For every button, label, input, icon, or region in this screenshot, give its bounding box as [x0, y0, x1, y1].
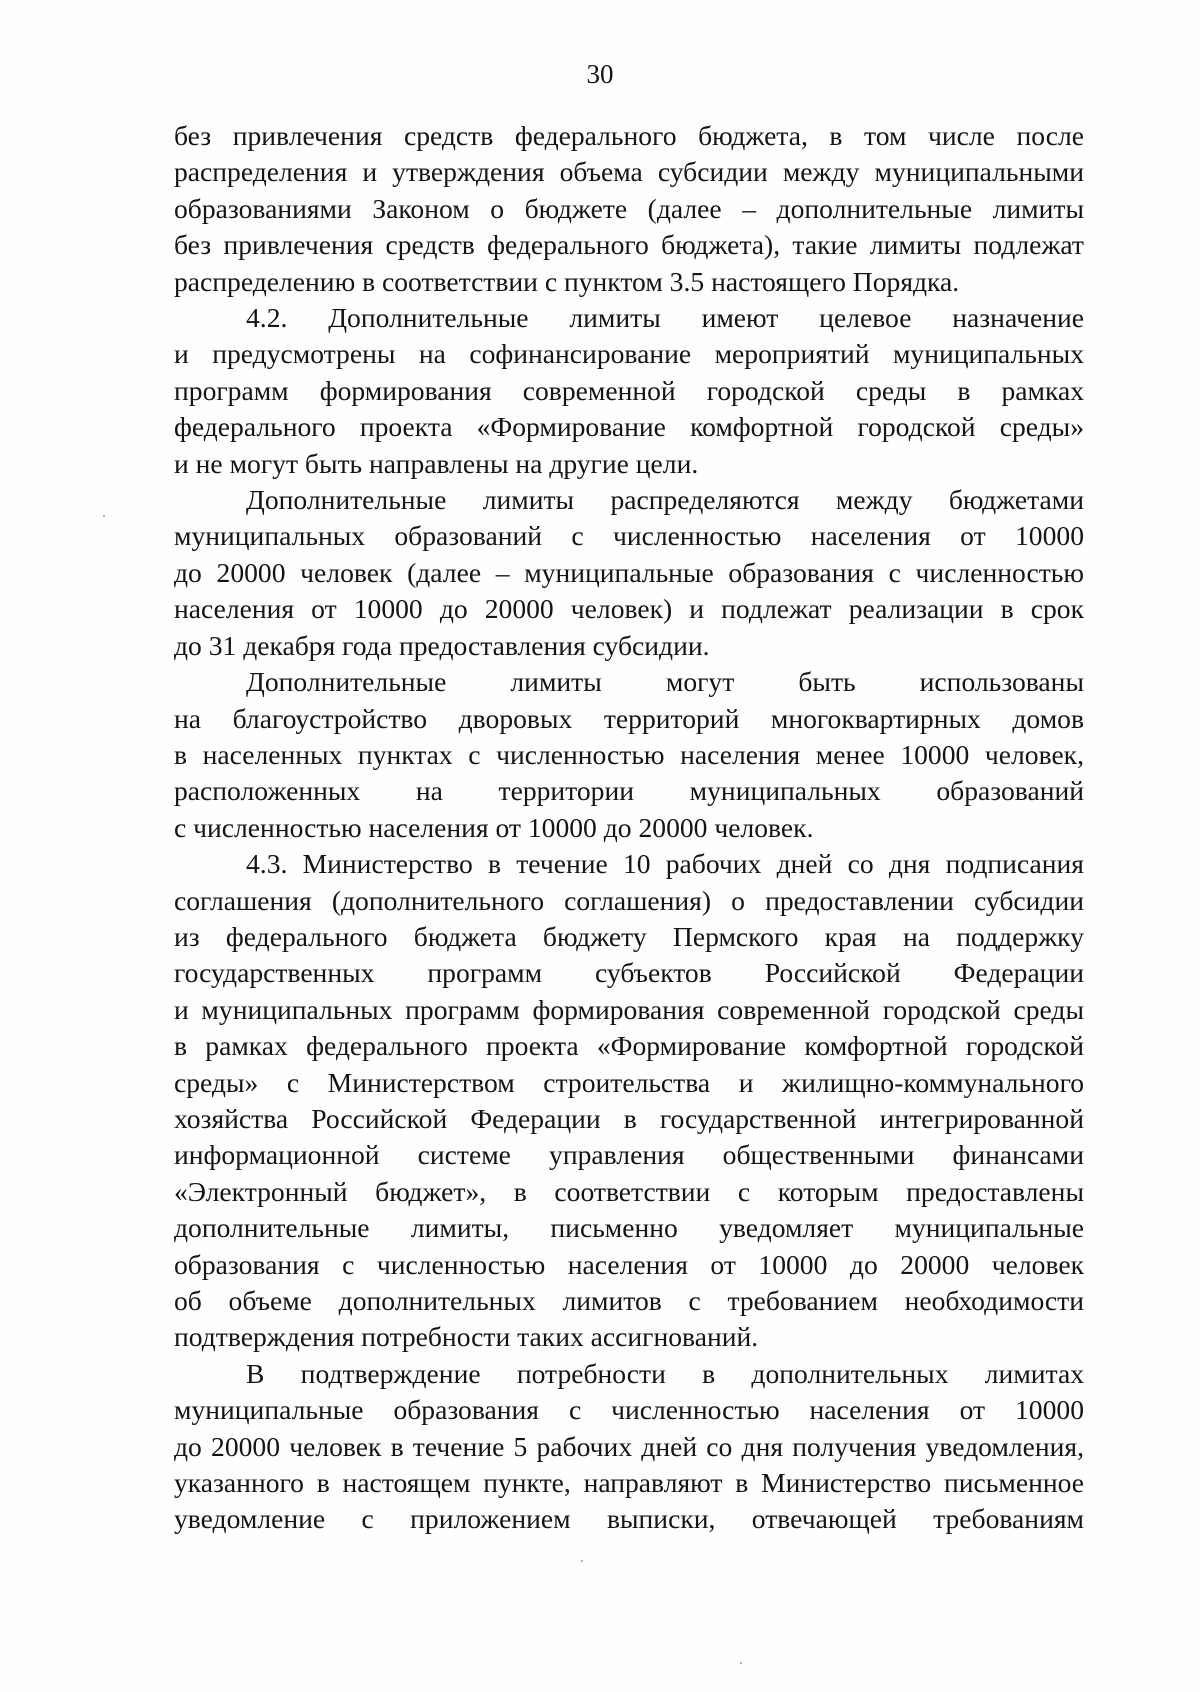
text-line: указанного в настоящем пункте, направляют в Министерство письменное: [174, 1467, 1084, 1499]
document-body: [174, 118, 1084, 1538]
text-line: «Электронный бюджет», в соответствии с которым предоставлены: [174, 1175, 1084, 1207]
text-line: в рамках федерального проекта «Формирование комфортной городской: [174, 1030, 1084, 1062]
text-line: дополнительные лимиты, письменно уведомляет муниципальные: [174, 1212, 1084, 1244]
text-line: информационной системе управления общественными финансами: [174, 1139, 1084, 1171]
text-line: без привлечения средств федерального бюджета), такие лимиты подлежат: [174, 229, 1084, 261]
text-line: без привлечения средств федерального бюджета, в том числе после: [174, 120, 1084, 151]
text-line-last: распределению в соответствии с пунктом 3.5 настоящего Порядка.: [174, 265, 960, 297]
text-line: до 20000 человек в течение 5 рабочих дней со дня получения уведомления,: [174, 1430, 1084, 1462]
text-line: образования с численностью населения от 10000 до 20000 человек: [174, 1248, 1084, 1280]
text-line: федерального проекта «Формирование комфортной городской среды»: [174, 411, 1084, 443]
text-line: распределения и утверждения объема субсидии между муниципальными: [174, 156, 1084, 188]
text-line: 4.3. Министерство в течение 10 рабочих дней со дня подписания: [246, 848, 1084, 880]
text-line: и предусмотрены на софинансирование мероприятий муниципальных: [174, 338, 1084, 370]
scan-speck: [581, 1560, 583, 1562]
text-line: из федерального бюджета бюджету Пермского края на поддержку: [174, 920, 1084, 952]
text-line: программ формирования современной городской среды в рамках: [174, 374, 1084, 406]
text-line-last: подтверждения потребности таких ассигнований.: [174, 1321, 759, 1353]
text-line: государственных программ субъектов Российской Федерации: [174, 957, 1084, 989]
text-line: хозяйства Российской Федерации в государственной интегрированной: [174, 1102, 1084, 1134]
text-line: 4.2. Дополнительные лимиты имеют целевое назначение: [246, 302, 1084, 334]
text-line: до 20000 человек (далее – муниципальные образования с численностью: [174, 556, 1084, 588]
scan-speck: [103, 515, 105, 517]
text-line: на благоустройство дворовых территорий многоквартирных домов: [174, 702, 1084, 734]
text-line-last: до 31 декабря года предоставления субсидии.: [174, 629, 710, 661]
text-line: населения от 10000 до 20000 человек) и подлежат реализации в срок: [174, 593, 1084, 625]
text-line: соглашения (дополнительного соглашения) о предоставлении субсидии: [174, 884, 1084, 916]
text-line: Дополнительные лимиты распределяются между бюджетами: [246, 484, 1084, 516]
text-line: образованиями Законом о бюджете (далее – дополнительные лимиты: [174, 192, 1084, 224]
text-line: об объеме дополнительных лимитов с требованием необходимости: [174, 1285, 1084, 1316]
paragraph-p2: [174, 300, 1084, 482]
paragraph-p6: [174, 1356, 1084, 1538]
paragraph-p1: [174, 118, 1084, 300]
scan-speck: [740, 1662, 742, 1664]
paragraph-p3: [174, 482, 1084, 664]
text-line: муниципальные образования с численностью населения от 10000: [174, 1394, 1084, 1426]
text-line: Дополнительные лимиты могут быть использованы: [246, 666, 1084, 698]
text-line: уведомление с приложением выписки, отвечающей требованиям: [174, 1503, 1084, 1535]
text-line: и муниципальных программ формирования современной городской среды: [174, 993, 1084, 1025]
paragraph-p4: [174, 664, 1084, 846]
text-line: муниципальных образований с численностью населения от 10000: [174, 520, 1084, 552]
text-line: среды» с Министерством строительства и жилищно-коммунального: [174, 1066, 1084, 1098]
paragraph-p5: [174, 846, 1084, 1356]
text-line-last: с численностью населения от 10000 до 20000 человек.: [174, 811, 814, 843]
text-line: В подтверждение потребности в дополнительных лимитах: [246, 1357, 1084, 1389]
text-line: расположенных на территории муниципальных образований: [174, 775, 1084, 807]
text-line: в населенных пунктах с численностью населения менее 10000 человек,: [174, 738, 1084, 770]
page-number: 30: [586, 59, 614, 89]
text-line-last: и не могут быть направлены на другие цели.: [174, 447, 699, 479]
